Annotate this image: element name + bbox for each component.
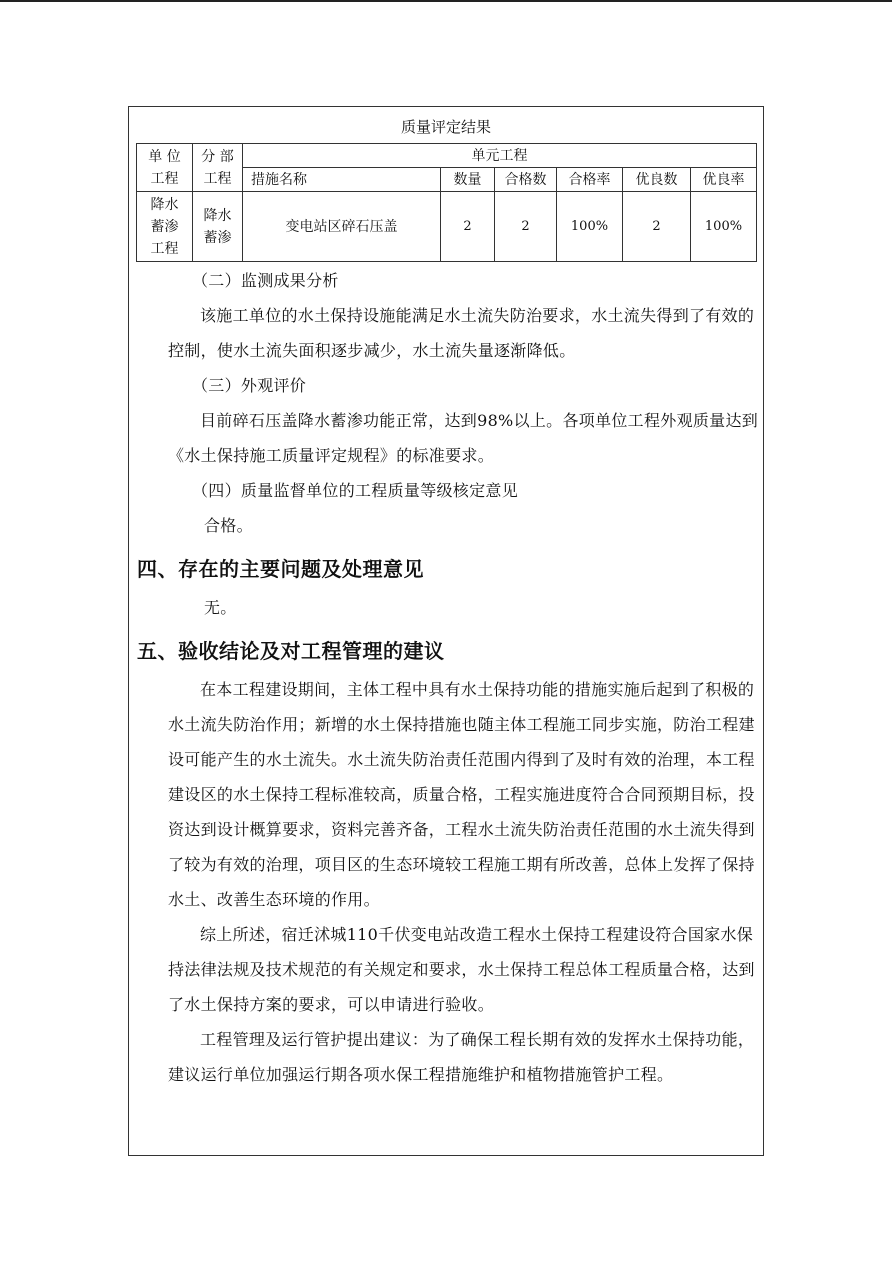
chapter-5-paragraph-1: 在本工程建设期间，主体工程中具有水土保持功能的措施实施后起到了积极的水土流失防治作用；新增的水土保持措施也随主体工程施工同步实施，防治工程建设可能产生的水土流失。水土流失防治责任范围内得到了及时有效的治理，本工程建设区的水土保持工程标准较高，质量合格，工程实施进度符合合同预期目标，投资达到设计概算要求，资料完善齐备，工程水土流失防治责任范围的水土流失得到了较为有效的治理，项目区的生态环境较工程施工期有所改善，总体上发挥了保持水土、改善生态环境的作用。 <box>168 680 755 909</box>
chapter-5-heading: 五、验收结论及对工程管理的建议 <box>137 639 445 663</box>
header-excellent-rate: 优良率 <box>691 168 757 192</box>
header-pass-rate: 合格率 <box>557 168 623 192</box>
cell-pass-rate: 100% <box>557 192 623 262</box>
cell-sub-project: 降水 蓄渗 <box>193 192 243 262</box>
section-4-heading: （四）质量监督单位的工程质量等级核定意见 <box>192 481 519 500</box>
cell-excellent-rate: 100% <box>691 192 757 262</box>
table-header-row <box>137 144 757 168</box>
table-row <box>137 192 757 262</box>
top-border-line <box>0 0 892 2</box>
header-excellent-count: 优良数 <box>623 168 691 192</box>
section-3-text: 目前碎石压盖降水蓄渗功能正常，达到98%以上。各项单位工程外观质量达到《水土保持施工质量评定规程》的标准要求。 <box>168 411 759 465</box>
header-cell-project: 单元工程 <box>243 144 757 168</box>
cell-measure-name: 变电站区碎石压盖 <box>243 192 441 262</box>
section-4-text: 合格。 <box>204 516 253 535</box>
chapter-5-paragraph-3: 工程管理及运行管护提出建议：为了确保工程长期有效的发挥水土保持功能，建议运行单位加强运行期各项水保工程措施维护和植物措施管护工程。 <box>168 1030 755 1084</box>
section-3-heading: （三）外观评价 <box>192 376 307 395</box>
cell-excellent-count: 2 <box>623 192 691 262</box>
cell-count: 2 <box>441 192 495 262</box>
header-count: 数量 <box>441 168 495 192</box>
header-unit-project: 单 位 工程 <box>137 144 193 192</box>
section-2-heading: （二）监测成果分析 <box>192 271 339 290</box>
cell-unit-project: 降水 蓄渗 工程 <box>137 192 193 262</box>
header-measure-name: 措施名称 <box>243 168 441 192</box>
table-title: 质量评定结果 <box>400 118 491 136</box>
chapter-4-heading: 四、存在的主要问题及处理意见 <box>137 557 424 581</box>
quality-table <box>136 143 757 262</box>
header-pass-count: 合格数 <box>495 168 557 192</box>
cell-pass-count: 2 <box>495 192 557 262</box>
section-2-text: 该施工单位的水土保持设施能满足水土流失防治要求，水土流失得到了有效的控制，使水土流失面积逐步减少，水土流失量逐渐降低。 <box>168 306 755 360</box>
chapter-4-text: 无。 <box>204 598 237 617</box>
chapter-5-paragraph-2: 综上所述，宿迁沭城110千伏变电站改造工程水土保持工程建设符合国家水保持法律法规及技术规范的有关规定和要求，水土保持工程总体工程质量合格，达到了水土保持方案的要求，可以申请进行验收。 <box>168 925 755 1014</box>
header-sub-project: 分 部 工程 <box>193 144 243 192</box>
